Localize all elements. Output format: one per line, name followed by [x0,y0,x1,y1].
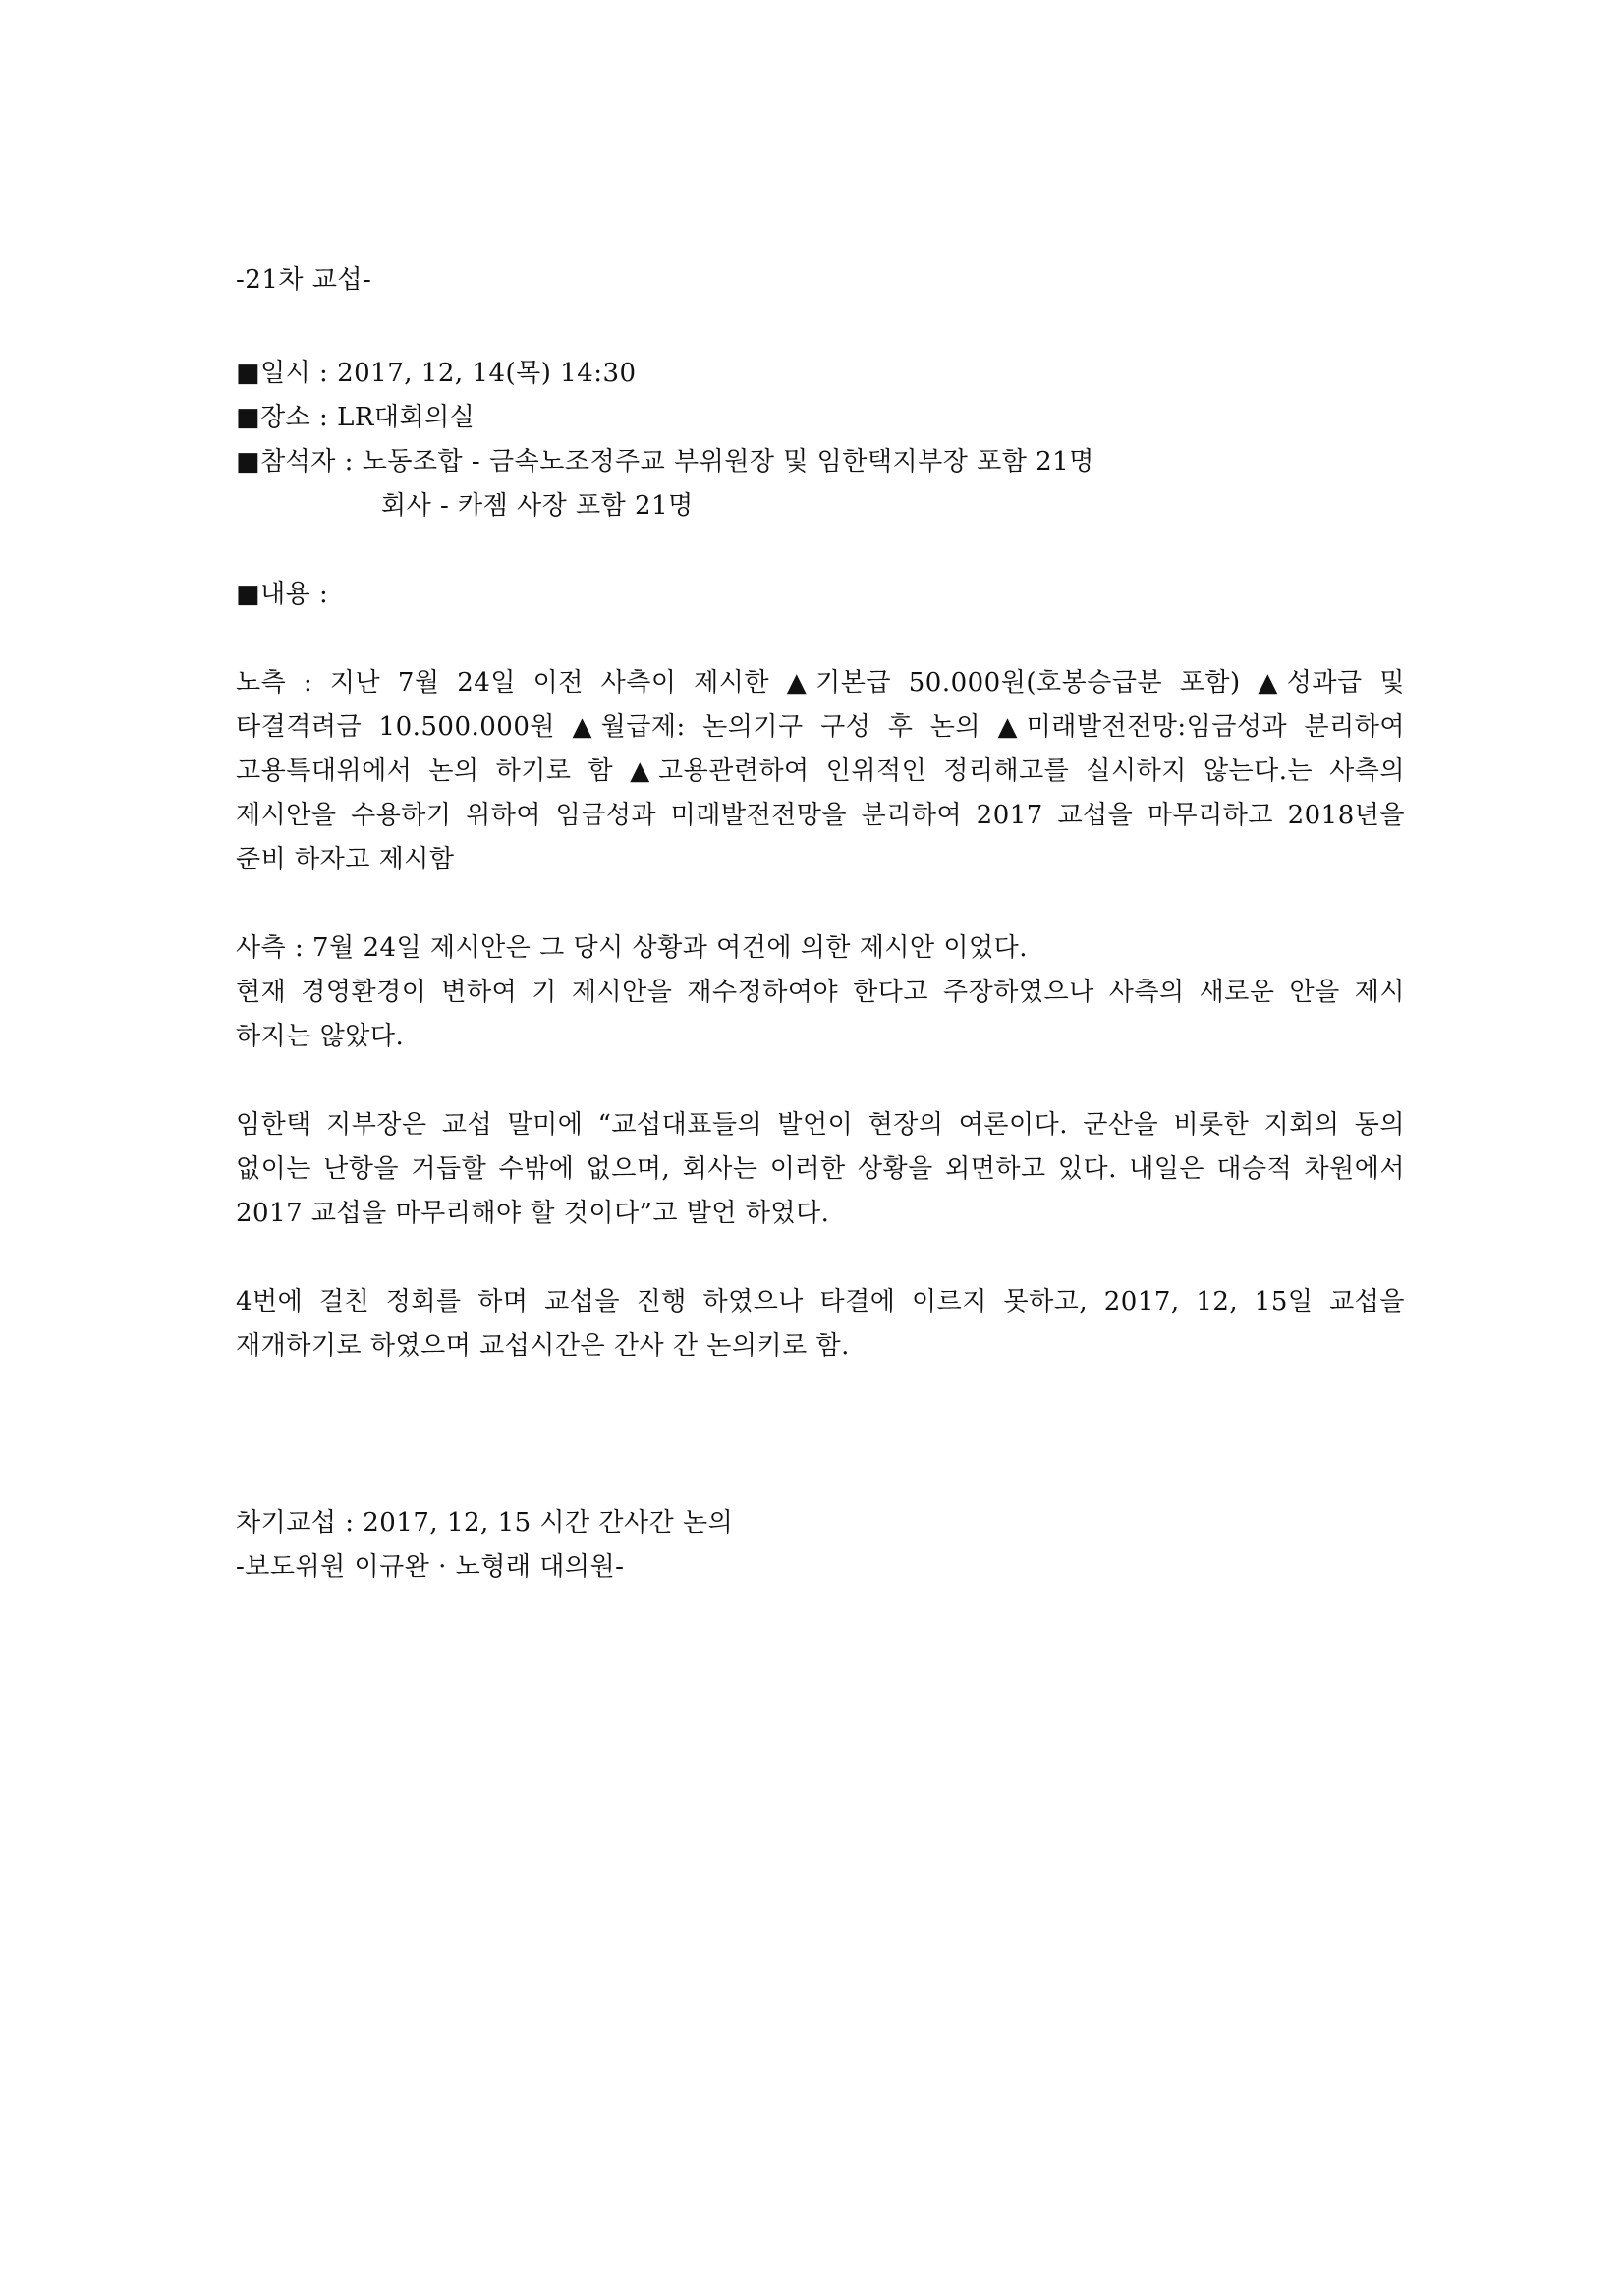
document-title: -21차 교섭- [236,265,372,295]
meeting-datetime: ■일시 : 2017, 12, 14(목) 14:30 [236,359,637,388]
company-statement-2: 현재 경영환경이 변하여 기 제시안을 재수정하여야 한다고 주장하였으나 사측의 새로운 안을 제시 하지는 않았다. [236,978,1405,1051]
result-statement: 4번에 걸친 정회를 하며 교섭을 진행 하였으나 타결에 이르지 못하고, 2017, 12, 15일 교섭을 재개하기로 하였으며 교섭시간은 간사 간 논의키로 함. [236,1287,1405,1361]
union-statement: 노측 : 지난 7월 24일 이전 사측이 제시한 ▲기본급 50.000원(호봉승급분 포함) ▲성과급 및 타결격려금 10.500.000원 ▲월급제: 논의기구 구성 후 논의 ▲미래발전전망:임금성과 분리하여 고용특대위에서 논의 하기로 함 ▲고용관련하여 인위적인 정리해고를 실시하지 않는다.는 사측의 제시안을 수용하기 위하여 임금성과 미래발전전망을 분리하여 2017 교섭을 마무리하고 2018년을 준비 하자고 제시함 [236,668,1405,874]
attendees-union: ■참석자 : 노동조합 - 금속노조정주교 부위원장 및 임한택지부장 포함 21명 [236,447,1094,476]
meeting-place: ■장소 : LR대회의실 [236,403,476,432]
branch-chief-statement: 임한택 지부장은 교섭 말미에 “교섭대표들의 발언이 현장의 여론이다. 군산을 비롯한 지회의 동의 없이는 난항을 거듭할 수밖에 없으며, 회사는 이러한 상황을 외면하고 있다. 내일은 대승적 차원에서 2017 교섭을 마무리해야 할 것이다”고 발언 하였다. [236,1110,1405,1228]
attendees-company: 회사 - 카젬 사장 포함 21명 [381,491,694,521]
contents-label: ■내용 : [236,580,329,609]
company-statement-1: 사측 : 7월 24일 제시안은 그 당시 상황과 여건에 의한 제시안 이었다. [236,933,1028,963]
next-meeting: 차기교섭 : 2017, 12, 15 시간 간사간 논의 [236,1508,734,1538]
reporter-signature: -보도위원 이규완 · 노형래 대의원- [236,1552,625,1582]
